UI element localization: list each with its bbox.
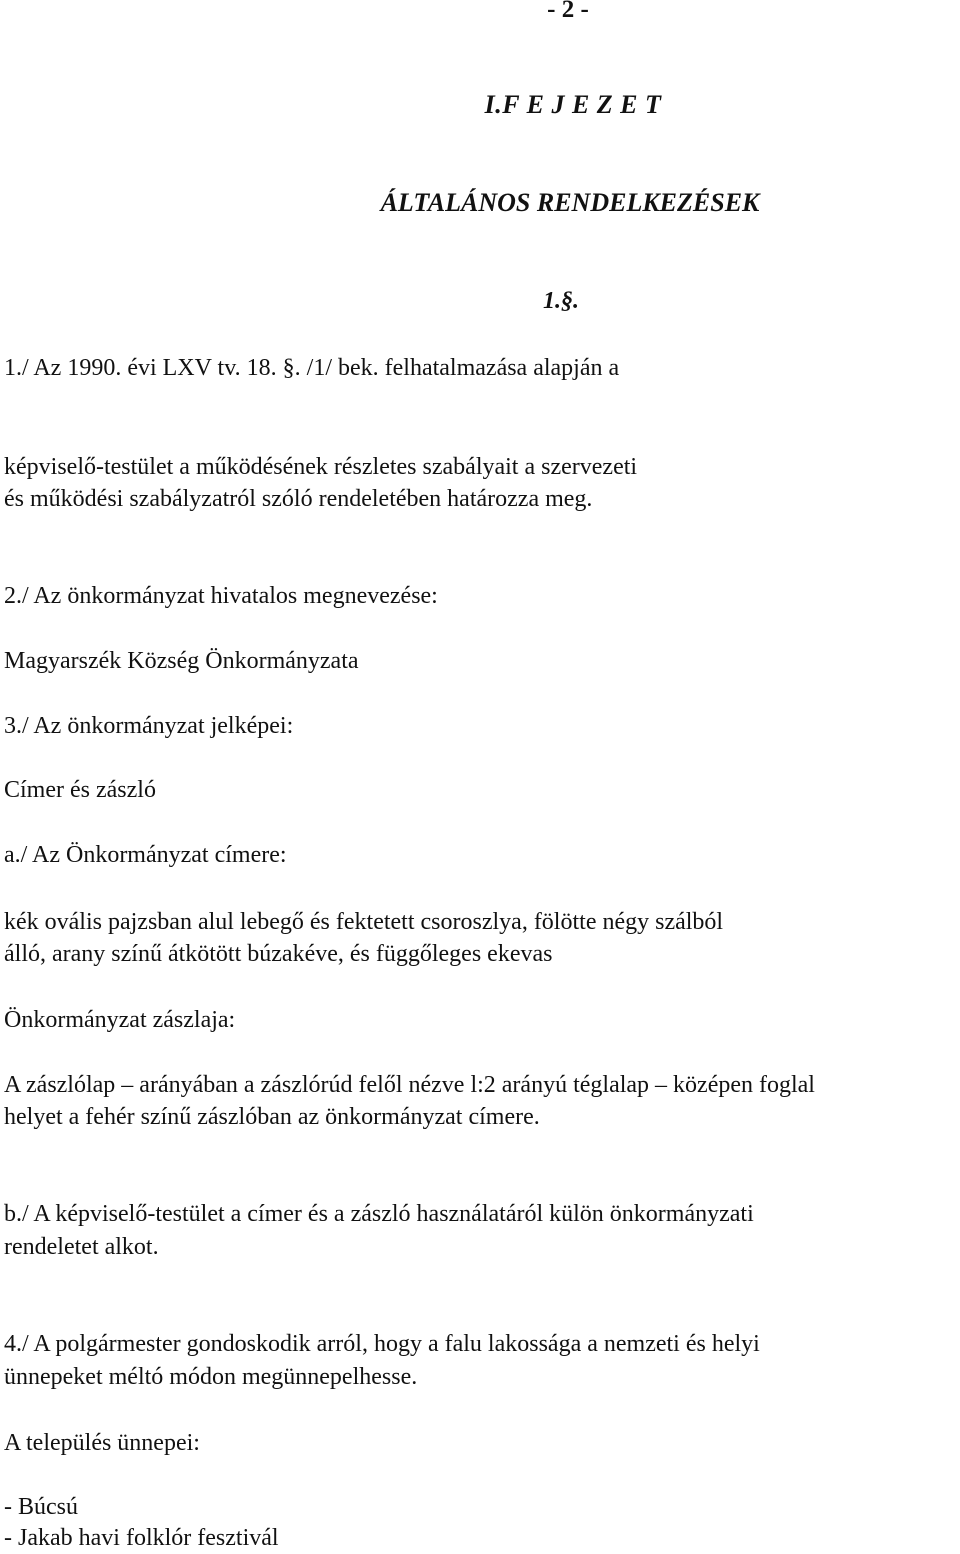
- flag-line-1: A zászlólap – arányában a zászlórúd felől nézve l:2 arányú téglalap – középen foglal: [4, 1072, 815, 1098]
- paragraph-3b-line-1: b./ A képviselő-testület a címer és a zászló használatáról külön önkormányzati: [4, 1201, 754, 1227]
- paragraph-3-line-1: 3./ Az önkormányzat jelképei:: [4, 713, 294, 739]
- coat-of-arms-title: a./ Az Önkormányzat címere:: [4, 842, 287, 868]
- flag-line-2: helyet a fehér színű zászlóban az önkormányzat címere.: [4, 1104, 540, 1130]
- flag-title: Önkormányzat zászlaja:: [4, 1007, 236, 1033]
- coat-of-arms-line-1: kék ovális pajzsban alul lebegő és fektetett csoroszlya, fölötte négy szálból: [4, 909, 724, 935]
- paragraph-1-line-2: képviselő-testület a működésének részletes szabályait a szervezeti: [4, 454, 638, 480]
- coat-of-arms-line-2: álló, arany színű átkötött búzakéve, és függőleges ekevas: [4, 941, 553, 967]
- holiday-item-2: - Jakab havi folklór fesztivál: [4, 1525, 279, 1551]
- paragraph-mark: 1.§.: [543, 288, 579, 314]
- holiday-item-1: - Búcsú: [4, 1494, 78, 1520]
- page-number: - 2 -: [547, 0, 589, 23]
- paragraph-1-line-3: és működési szabályzatról szóló rendeletében határozza meg.: [4, 486, 593, 512]
- chapter-title: I.F E J E Z E T: [484, 90, 662, 119]
- holidays-title: A település ünnepei:: [4, 1430, 200, 1456]
- paragraph-3b-line-2: rendeletet alkot.: [4, 1234, 159, 1260]
- municipality-name: Magyarszék Község Önkormányzata: [4, 648, 359, 674]
- paragraph-4-line-2: ünnepeket méltó módon megünnepelhesse.: [4, 1364, 418, 1390]
- paragraph-1-line-1: 1./ Az 1990. évi LXV tv. 18. §. /1/ bek. felhatalmazása alapján a: [4, 355, 620, 381]
- symbols-line: Címer és zászló: [4, 777, 156, 803]
- paragraph-2-line-1: 2./ Az önkormányzat hivatalos megnevezése:: [4, 583, 438, 609]
- paragraph-4-line-1: 4./ A polgármester gondoskodik arról, hogy a falu lakossága a nemzeti és helyi: [4, 1331, 760, 1357]
- section-title: ÁLTALÁNOS RENDELKEZÉSEK: [380, 188, 760, 217]
